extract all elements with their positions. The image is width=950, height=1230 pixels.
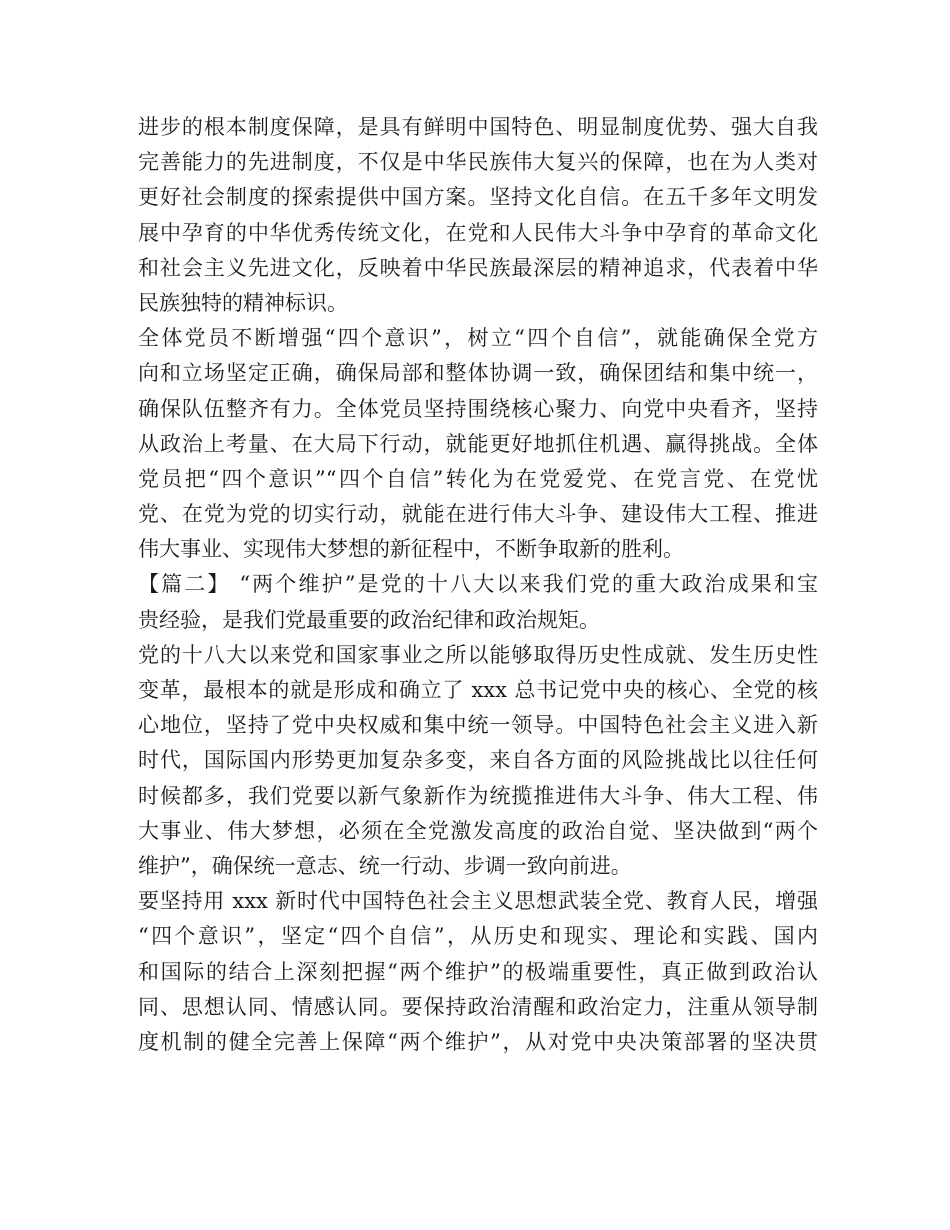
paragraph-1 (138, 110, 818, 321)
text-line: 党员把“四个意识”“四个自信”转化为在党爱党、在党言党、在党忧 (138, 466, 818, 491)
text-line: 确保队伍整齐有力。全体党员坚持围绕核心聚力、向党中央看齐，坚持 (138, 396, 818, 421)
text-line: 向和立场坚定正确，确保局部和整体协调一致，确保团结和集中统一， (138, 361, 818, 386)
document-page (138, 110, 818, 1060)
text-line: 和社会主义先进文化，反映着中华民族最深层的精神追求，代表着中华 (138, 255, 818, 280)
text-line: 全体党员不断增强“四个意识”，树立“四个自信”，就能确保全党方 (138, 326, 818, 351)
text-line: 度机制的健全完善上保障“两个维护”，从对党中央决策部署的坚决贯 (138, 1029, 818, 1054)
text-line: 进步的根本制度保障，是具有鲜明中国特色、明显制度优势、强大自我 (138, 115, 818, 139)
paragraph-5 (138, 884, 818, 1060)
text-line: 和国际的结合上深刻把握“两个维护”的极端重要性，真正做到政治认 (138, 959, 818, 984)
text-line: 时候都多，我们党要以新气象新作为统揽推进伟大斗争、伟大工程、伟 (138, 783, 818, 808)
paragraph-3-heading (138, 567, 818, 637)
text-line: 展中孕育的中华优秀传统文化，在党和人民伟大斗争中孕育的革命文化 (138, 220, 818, 245)
text-line: 贵经验，是我们党最重要的政治纪律和政治规矩。 (138, 607, 600, 632)
text-line: 维护”，确保统一意志、统一行动、步调一致向前进。 (138, 853, 632, 878)
text-line: 完善能力的先进制度，不仅是中华民族伟大复兴的保障，也在为人类对 (138, 150, 818, 175)
text-line: 民族独特的精神标识。 (138, 290, 348, 315)
text-line: “四个意识”，坚定“四个自信”，从历史和现实、理论和实践、国内 (138, 924, 818, 949)
text-line: 伟大事业、实现伟大梦想的新征程中，不断争取新的胜利。 (138, 537, 684, 562)
text-line: 变革，最根本的就是形成和确立了 xxx 总书记党中央的核心、全党的核 (138, 678, 818, 702)
text-line: 更好社会制度的探索提供中国方案。坚持文化自信。在五千多年文明发 (138, 185, 818, 210)
text-line: 大事业、伟大梦想，必须在全党激发高度的政治自觉、坚决做到“两个 (138, 818, 818, 843)
text-line: 同、思想认同、情感认同。要保持政治清醒和政治定力，注重从领导制 (138, 994, 818, 1019)
paragraph-4 (138, 638, 818, 884)
text-line: 时代，国际国内形势更加复杂多变，来自各方面的风险挑战比以往任何 (138, 748, 818, 773)
text-line: 【篇二】 “两个维护”是党的十八大以来我们党的重大政治成果和宝 (138, 572, 818, 597)
paragraph-2 (138, 321, 818, 567)
text-line: 从政治上考量、在大局下行动，就能更好地抓住机遇、赢得挑战。全体 (138, 431, 818, 456)
text-line: 党的十八大以来党和国家事业之所以能够取得历史性成就、发生历史性 (138, 642, 818, 667)
text-line: 党、在党为党的切实行动，就能在进行伟大斗争、建设伟大工程、推进 (138, 502, 818, 527)
text-line: 要坚持用 xxx 新时代中国特色社会主义思想武装全党、教育人民，增强 (138, 889, 818, 914)
text-line: 心地位，坚持了党中央权威和集中统一领导。中国特色社会主义进入新 (138, 713, 818, 738)
